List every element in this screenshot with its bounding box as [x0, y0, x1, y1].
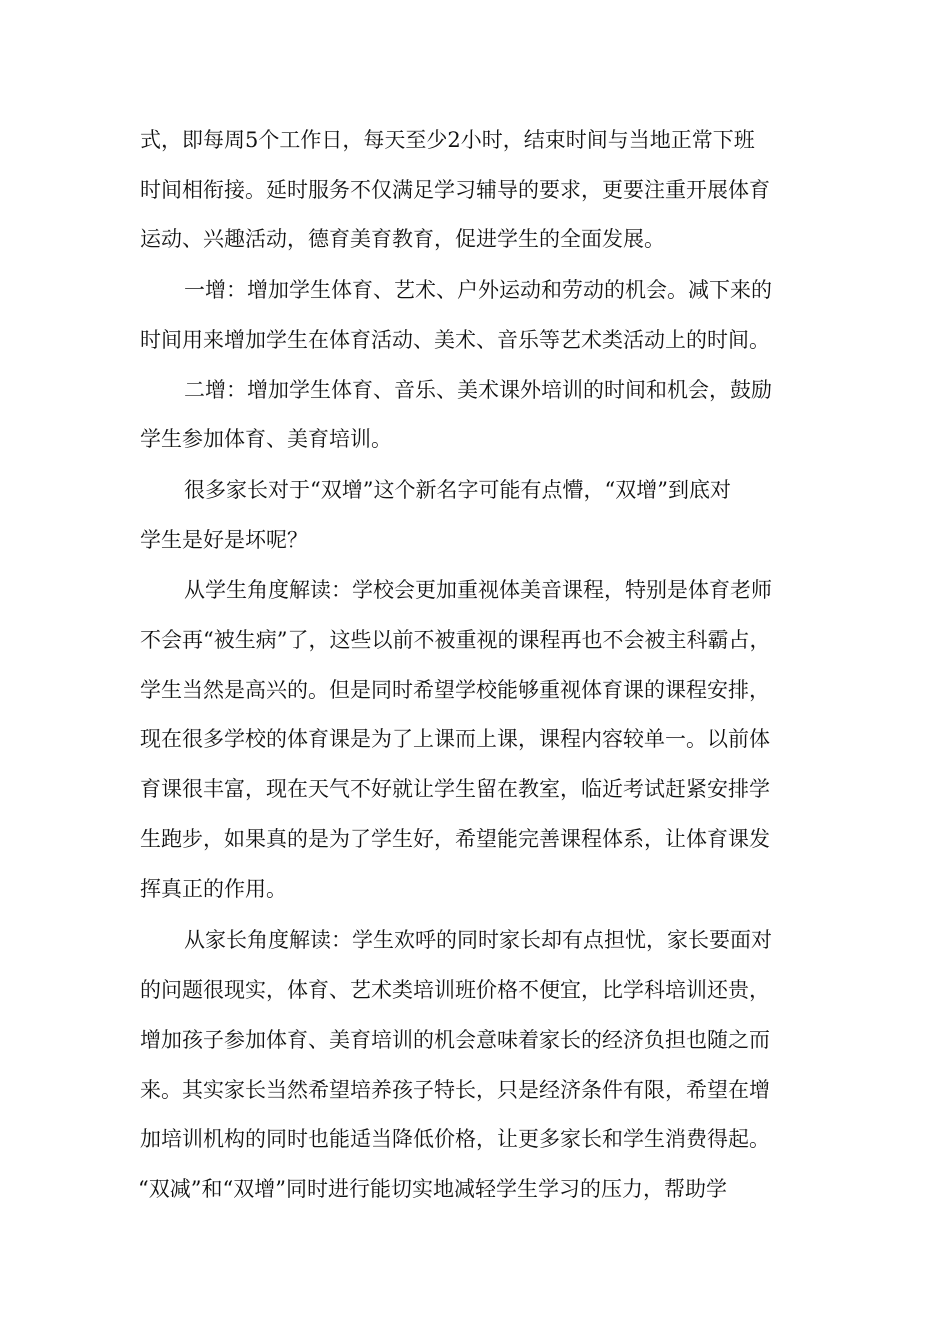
- text-line-18: 的问题很现实，体育、艺术类培训班价格不便宜，比学科培训还贵，: [140, 978, 770, 1002]
- text-line-22: “双减”和“双增”同时进行能切实地减轻学生学习的压力，帮助学: [138, 1177, 727, 1201]
- text-line-11: 不会再“被生病”了，这些以前不被重视的课程再也不会被主科霸占，: [140, 628, 771, 652]
- text-line-14: 育课很丰富，现在天气不好就让学生留在教室，临近考试赶紧安排学: [140, 777, 770, 801]
- text-line-21: 加培训机构的同时也能适当降低价格，让更多家长和学生消费得起。: [140, 1127, 770, 1151]
- text-line-1: 式，即每周5个工作日，每天至少2小时，结束时间与当地正常下班: [140, 128, 755, 152]
- text-line-6: 二增：增加学生体育、音乐、美术课外培训的时间和机会，鼓励: [184, 378, 772, 402]
- text-line-13: 现在很多学校的体育课是为了上课而上课，课程内容较单一。以前体: [140, 727, 770, 751]
- text-line-5: 时间用来增加学生在体育活动、美术、音乐等艺术类活动上的时间。: [140, 328, 770, 352]
- text-line-9: 学生是好是坏呢？: [140, 528, 308, 552]
- text-line-4: 一增：增加学生体育、艺术、户外运动和劳动的机会。减下来的: [184, 278, 772, 302]
- text-line-20: 来。其实家长当然希望培养孩子特长，只是经济条件有限，希望在增: [140, 1078, 770, 1102]
- text-line-15: 生跑步，如果真的是为了学生好，希望能完善课程体系，让体育课发: [140, 827, 770, 851]
- text-line-19: 增加孩子参加体育、美育培训的机会意味着家长的经济负担也随之而: [140, 1028, 770, 1052]
- text-line-16: 挥真正的作用。: [140, 877, 287, 901]
- text-line-7: 学生参加体育、美育培训。: [140, 427, 392, 451]
- text-line-10: 从学生角度解读：学校会更加重视体美音课程，特别是体育老师: [184, 578, 772, 602]
- text-line-17: 从家长角度解读：学生欢呼的同时家长却有点担忧，家长要面对: [184, 928, 772, 952]
- text-line-12: 学生当然是高兴的。但是同时希望学校能够重视体育课的课程安排，: [140, 678, 770, 702]
- text-line-8: 很多家长对于“双增”这个新名字可能有点懵，“双增”到底对: [184, 478, 731, 502]
- text-line-2: 时间相衔接。延时服务不仅满足学习辅导的要求，更要注重开展体育: [140, 178, 770, 202]
- text-line-3: 运动、兴趣活动，德育美育教育，促进学生的全面发展。: [140, 227, 665, 251]
